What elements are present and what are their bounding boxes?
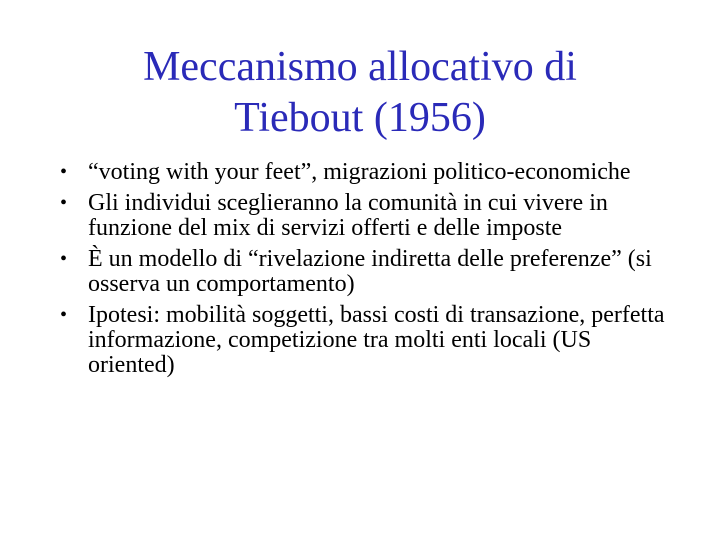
bullet-text-1: “voting with your feet”, migrazioni politico-economiche — [88, 159, 631, 185]
bullet-item-1 — [60, 160, 680, 185]
bullet-icon: • — [60, 161, 68, 183]
bullet-item-4 — [60, 303, 680, 378]
slide-title — [60, 42, 660, 144]
slide-title-line-2: Tiebout (1956) — [234, 95, 486, 141]
bullet-text-3: È un modello di “rivelazione indiretta delle preferenze” (si osserva un comportamento) — [88, 246, 652, 297]
bullet-text-2: Gli individui sceglieranno la comunità in cui vivere in funzione del mix di servizi offerti e delle imposte — [88, 190, 608, 241]
bullet-icon: • — [60, 248, 68, 270]
bullet-item-3 — [60, 247, 680, 297]
bullet-icon: • — [60, 192, 68, 214]
bullet-icon: • — [60, 304, 68, 326]
bullet-list — [60, 160, 680, 384]
slide-title-line-1: Meccanismo allocativo di — [143, 44, 577, 90]
bullet-text-4: Ipotesi: mobilità soggetti, bassi costi di transazione, perfetta informazione, competizione tra molti enti locali (US oriented) — [88, 302, 665, 378]
bullet-item-2 — [60, 191, 680, 241]
